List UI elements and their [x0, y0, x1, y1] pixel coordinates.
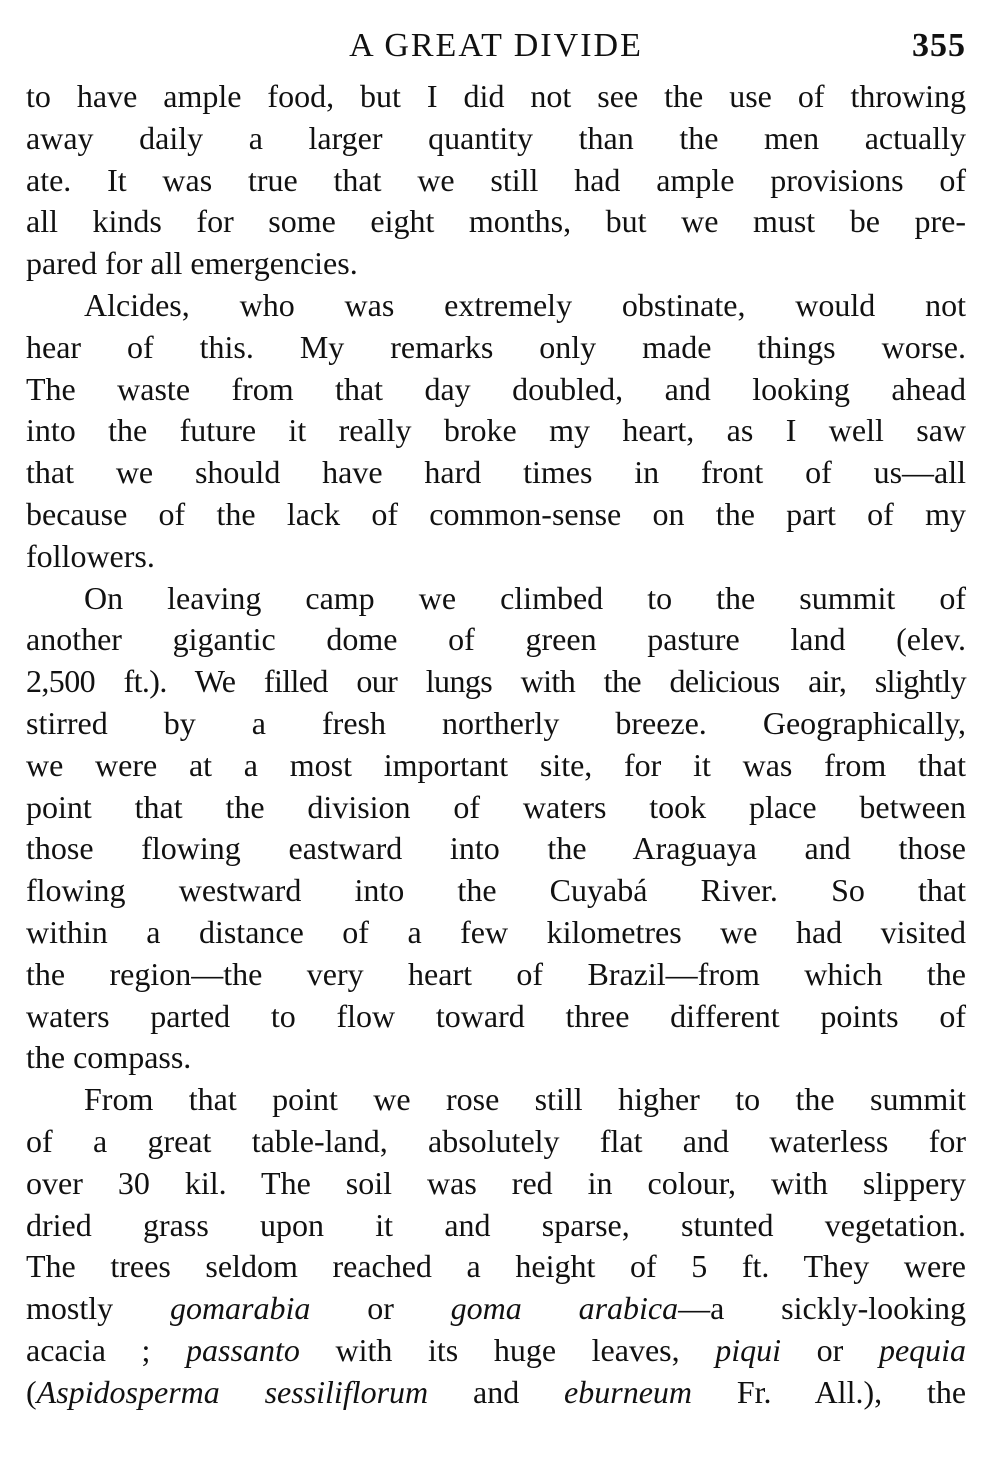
species-name: passanto: [186, 1331, 300, 1368]
text-line: those flowing eastward into the Araguaya and those: [26, 830, 966, 867]
body-text: [26, 76, 966, 1414]
text-line: The trees seldom reached a height of 5 ft. They were: [26, 1248, 966, 1285]
text-fragment: mostly: [26, 1290, 114, 1327]
species-name: piqui: [715, 1331, 782, 1368]
text-line: the region—the very heart of Brazil—from which the: [26, 955, 966, 992]
text-fragment: —a sickly-looking: [678, 1290, 967, 1327]
text-line: hear of this. My remarks only made things worse.: [26, 328, 966, 365]
text-fragment: Fr. All.), the: [736, 1373, 967, 1410]
text-fragment: acacia ;: [26, 1331, 151, 1368]
text-line: followers.: [26, 537, 155, 574]
text-line: The waste from that day doubled, and looking ahead: [26, 370, 966, 407]
species-name: pequia: [878, 1331, 967, 1368]
text-line: within a distance of a few kilometres we had visited: [26, 913, 966, 950]
text-line: into the future it really broke my heart, as I well saw: [26, 412, 966, 449]
text-line: another gigantic dome of green pasture land (elev.: [26, 621, 966, 658]
text-line: flowing westward into the Cuyabá River. So that: [26, 872, 966, 909]
text-line: From that point we rose still higher to the summit: [84, 1081, 966, 1118]
text-line: because of the lack of common-sense on the part of my: [26, 495, 966, 532]
text-fragment: or: [367, 1290, 394, 1327]
text-line: that we should have hard times in front of us—all: [26, 454, 966, 491]
text-line: point that the division of waters took place between: [26, 788, 966, 825]
species-name: goma arabica: [450, 1290, 679, 1327]
text-line: dried grass upon it and sparse, stunted vegetation.: [26, 1206, 966, 1243]
text-line: all kinds for some eight months, but we must be pre-: [26, 203, 966, 240]
text-line: we were at a most important site, for it was from that: [26, 746, 966, 783]
text-line: over 30 kil. The soil was red in colour, with slippery: [26, 1164, 966, 1201]
species-name: gomarabia: [169, 1290, 311, 1327]
text-fragment: and: [473, 1373, 520, 1410]
species-name: Aspidosperma sessiliflorum: [36, 1373, 429, 1410]
text-line: to have ample food, but I did not see the use of throwing: [26, 78, 966, 114]
text-fragment: (: [26, 1373, 37, 1410]
page-number: 355: [912, 27, 966, 64]
text-line: of a great table-land, absolutely flat and waterless for: [26, 1122, 966, 1159]
running-head: [26, 22, 966, 70]
text-line: [26, 1288, 966, 1330]
text-line: 2,500 ft.). We filled our lungs with the delicious air, slightly: [26, 663, 966, 700]
text-line: waters parted to flow toward three different points of: [26, 997, 966, 1034]
text-line: the compass.: [26, 1039, 192, 1076]
text-line: On leaving camp we climbed to the summit of: [84, 579, 966, 616]
species-name: eburneum: [564, 1373, 692, 1410]
text-line: pared for all emergencies.: [26, 245, 358, 282]
text-line: [26, 1372, 966, 1414]
text-line: stirred by a fresh northerly breeze. Geographically,: [26, 704, 966, 741]
text-line: away daily a larger quantity than the men actually: [26, 119, 966, 156]
text-line: [26, 1330, 966, 1372]
text-line: ate. It was true that we still had ample provisions of: [26, 161, 966, 198]
text-fragment: with its huge leaves,: [335, 1331, 680, 1368]
chapter-title: A GREAT DIVIDE: [349, 27, 643, 64]
text-line: Alcides, who was extremely obstinate, would not: [84, 286, 966, 323]
text-fragment: or: [816, 1331, 844, 1368]
